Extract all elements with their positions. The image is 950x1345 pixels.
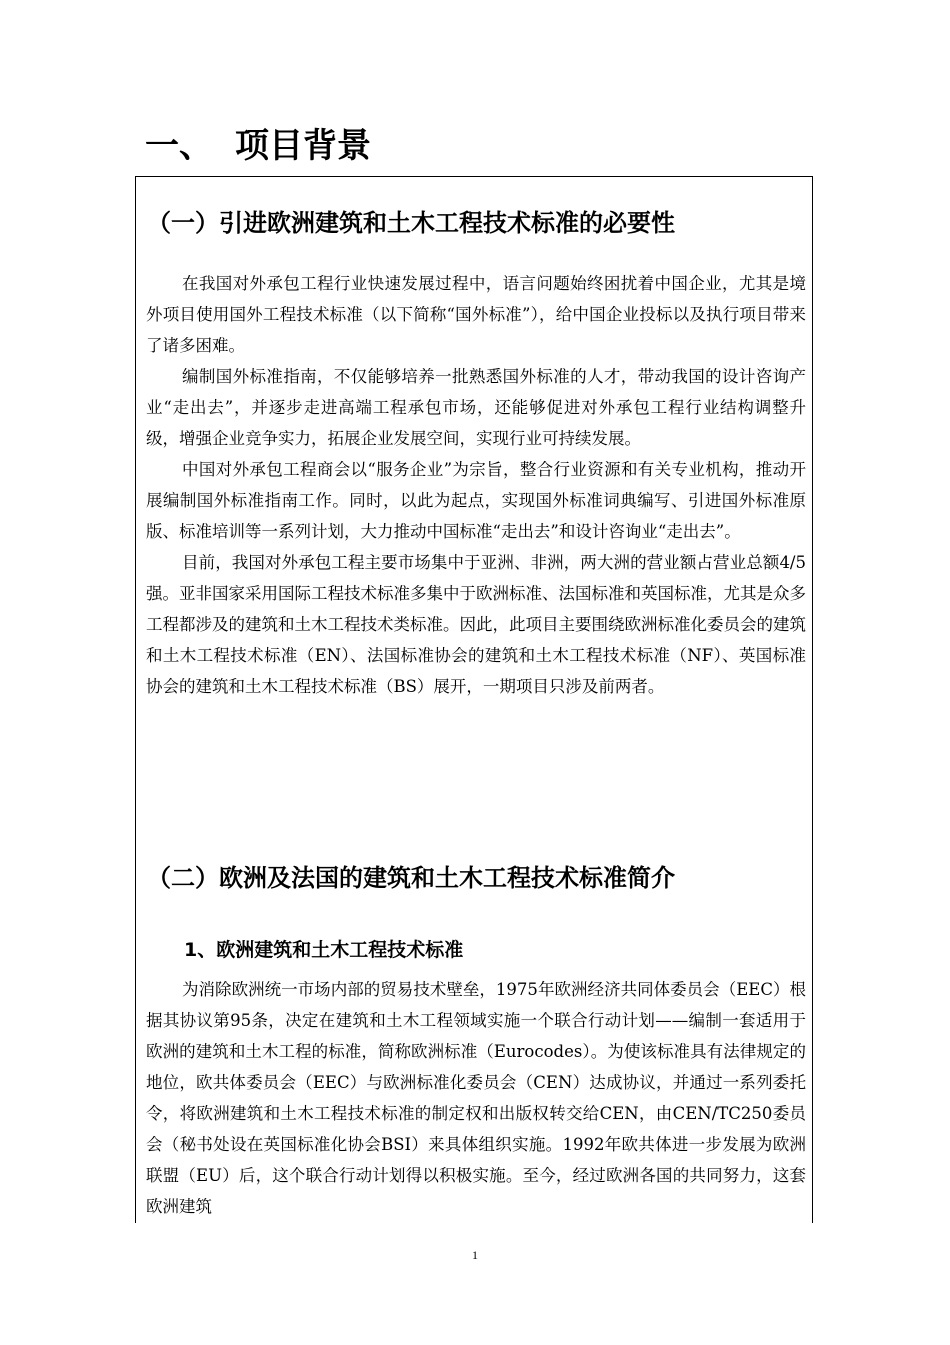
paragraph: 编制国外标准指南，不仅能够培养一批熟悉国外标准的人才，带动我国的设计咨询产业“走出去”，并逐步走进高端工程承包市场，还能够促进对外承包工程行业结构调整升级，增强企业竞争实力，拓展企业发展空间，实现行业可持续发展。 <box>146 367 806 448</box>
paragraph: 为消除欧洲统一市场内部的贸易技术壁垒，1975年欧洲经济共同体委员会（EEC）根据其协议第95条，决定在建筑和土木工程领域实施一个联合行动计划——编制一套适用于欧洲的建筑和土木工程的标准，简称欧洲标准（Eurocodes）。为使该标准具有法律规定的地位，欧共体委员会（EEC）与欧洲标准化委员会（CEN）达成协议，并通过一系列委托令，将欧洲建筑和土木工程技术标准的制定权和出版权转交给CEN，由CEN/TC250委员会（秘书处设在英国标准化协会BSI）来具体组织实施。1992年欧共体进一步发展为欧洲联盟（EU）后，这个联合行动计划得以积极实施。至今，经过欧洲各国的共同努力，这套欧洲建筑 <box>146 980 806 1216</box>
main-heading <box>145 122 371 170</box>
section1-body <box>146 268 806 702</box>
paragraph: 中国对外承包工程商会以“服务企业”为宗旨，整合行业资源和有关专业机构，推动开展编制国外标准指南工作。同时，以此为起点，实现国外标准词典编写、引进国外标准原版、标准培训等一系列计划，大力推动中国标准“走出去”和设计咨询业“走出去”。 <box>146 460 806 541</box>
section-title-necessity: （一）引进欧洲建筑和土木工程技术标准的必要性 <box>147 209 675 237</box>
section-title-introduction: （二）欧洲及法国的建筑和土木工程技术标准简介 <box>147 864 675 892</box>
subsection-title-european-standards: 1、欧洲建筑和土木工程技术标准 <box>184 939 464 961</box>
heading-number: 一、 <box>145 126 213 166</box>
paragraph: 目前，我国对外承包工程主要市场集中于亚洲、非洲，两大洲的营业额占营业总额4/5强。亚非国家采用国际工程技术标准多集中于欧洲标准、法国标准和英国标准，尤其是众多工程都涉及的建筑和土木工程技术类标准。因此，此项目主要围绕欧洲标准化委员会的建筑和土木工程技术标准（EN）、法国标准协会的建筑和土木工程技术标准（NF）、英国标准协会的建筑和土木工程技术标准（BS）展开，一期项目只涉及前两者。 <box>146 553 806 696</box>
page-number: 1 <box>472 1248 478 1262</box>
section2-body <box>146 974 806 1222</box>
paragraph: 在我国对外承包工程行业快速发展过程中，语言问题始终困扰着中国企业，尤其是境外项目使用国外工程技术标准（以下简称“国外标准”），给中国企业投标以及执行项目带来了诸多困难。 <box>146 274 806 355</box>
heading-title: 项目背景 <box>235 126 371 166</box>
content-box <box>135 176 813 1223</box>
